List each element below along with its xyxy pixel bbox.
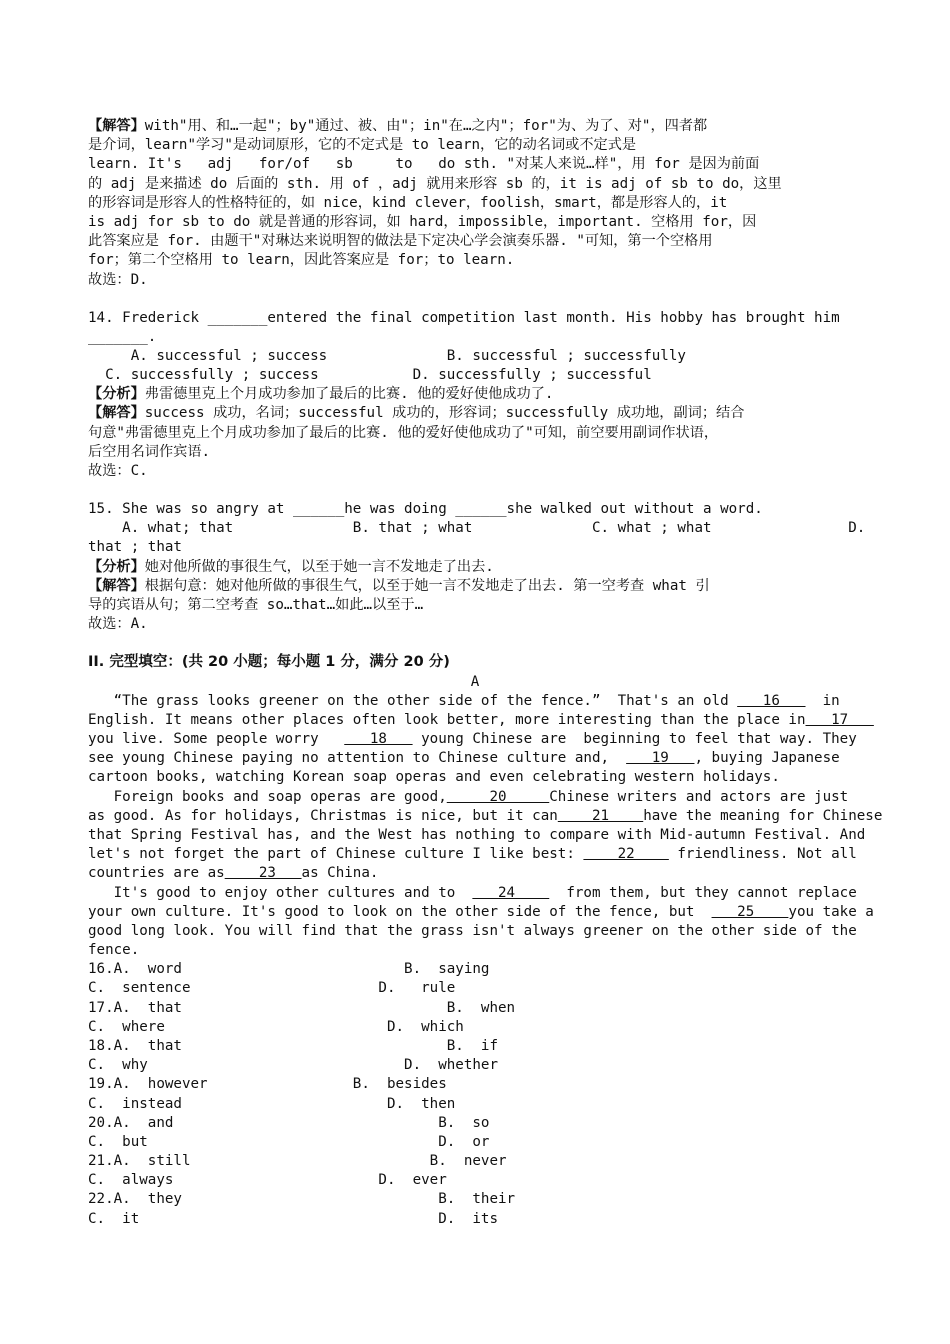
q13-solution-line-4: 的 adj 是来描述 do 后面的 sth. 用 of ，adj 就用来形容 sb 的，it is adj of sb to do，这里 <box>88 176 782 192</box>
option-line: C. it D. its <box>88 1211 498 1227</box>
passage-line: Foreign books and soap operas are good, 20 Chinese writers and actors are just <box>88 789 849 805</box>
passage-line: as good. As for holidays, Christmas is nice, but it can 21 have the meaning for Chinese <box>88 808 883 824</box>
option-line: C. instead D. then <box>88 1096 456 1112</box>
option-line: C. where D. which <box>88 1019 464 1035</box>
q15-solution-1: 【解答】根据句意：她对他所做的事很生气，以至于她一言不发地走了出去. 第一空考查 what 引 <box>88 578 710 594</box>
q15-option-d: that ; that <box>88 539 182 555</box>
blank-17: 17 <box>805 712 874 728</box>
option-line: 21.A. still B. never <box>88 1153 507 1169</box>
q13-solution-line-2: 是介词，learn"学习"是动词原形，它的不定式是 to learn，它的动名词或不定式是 <box>88 137 637 153</box>
q15-analysis: 【分析】她对他所做的事很生气，以至于她一言不发地走了出去. <box>88 559 494 575</box>
q15-options-abcd: A. what; that B. that ; what C. what ; what D. <box>88 520 866 536</box>
q13-solution-line-8: for；第二个空格用 to learn，因此答案应是 for；to learn. <box>88 252 515 268</box>
q14-solution-2: 句意"弗雷德里克上个月成功参加了最后的比赛. 他的爱好使他成功了"可知，前空要用副词作状语， <box>88 425 719 441</box>
solution-tag: 【解答】 <box>88 405 145 421</box>
passage-line: cartoon books, watching Korean soap operas and even celebrating western holidays. <box>88 769 780 785</box>
q13-solution-line-7: 此答案应是 for. 由题干"对琳达来说明智的做法是下定决心学会演奏乐器. "可知，第一个空格用 <box>88 233 713 249</box>
blank-21: 21 <box>557 808 644 824</box>
q13-answer: 故选：D. <box>88 272 148 288</box>
solution-tag: 【解答】 <box>88 118 145 134</box>
passage-line: “The grass looks greener on the other side of the fence.” That's an old 16 in <box>88 693 840 709</box>
section-heading: II. 完型填空：(共 20 小题；每小题 1 分，满分 20 分) <box>88 654 450 670</box>
passage-line: English. It means other places often look better, more interesting than the place in 17 <box>88 712 874 728</box>
option-line: 16.A. word B. saying <box>88 961 490 977</box>
blank-25: 25 <box>711 904 789 920</box>
option-line: C. sentence D. rule <box>88 980 456 996</box>
analysis-tag: 【分析】 <box>88 559 145 575</box>
q14-solution-1: 【解答】success 成功，名词；successful 成功的，形容词；successfully 成功地，副词；结合 <box>88 405 745 421</box>
option-line: 17.A. that B. when <box>88 1000 516 1016</box>
blank-18: 18 <box>344 731 413 747</box>
option-line: 20.A. and B. so <box>88 1115 490 1131</box>
option-line: C. but D. or <box>88 1134 490 1150</box>
blank-19: 19 <box>626 750 695 766</box>
q14-analysis: 【分析】弗雷德里克上个月成功参加了最后的比赛. 他的爱好使他成功了. <box>88 386 554 402</box>
blank-23: 23 <box>224 865 302 881</box>
passage-line: countries are as 23 as China. <box>88 865 379 881</box>
option-line: 19.A. however B. besides <box>88 1076 447 1092</box>
blank-20: 20 <box>446 789 550 805</box>
passage-line: It's good to enjoy other cultures and to 24 from them, but they cannot replace <box>88 885 857 901</box>
passage-line: you live. Some people worry 18 young Chinese are beginning to feel that way. They <box>88 731 857 747</box>
analysis-tag: 【分析】 <box>88 386 145 402</box>
option-line: 18.A. that B. if <box>88 1038 498 1054</box>
q14-options-ab: A. successful ; success B. successful ; successfully <box>88 348 686 364</box>
q14-stem-2: _______. <box>88 329 157 345</box>
q14-stem-1: 14. Frederick _______entered the final competition last month. His hobby has brought him <box>88 310 840 326</box>
q14-answer: 故选：C. <box>88 463 148 479</box>
q15-solution-2: 导的宾语从句；第二空考查 so…that…如此…以至于… <box>88 597 424 613</box>
blank-22: 22 <box>583 846 669 862</box>
passage-line: fence. <box>88 942 140 958</box>
q15-answer: 故选：A. <box>88 616 148 632</box>
blank-16: 16 <box>737 693 806 709</box>
option-line: 22.A. they B. their <box>88 1191 516 1207</box>
option-line: C. why D. whether <box>88 1057 498 1073</box>
passage-line: good long look. You will find that the grass isn't always greener on the other side of the <box>88 923 857 939</box>
q14-solution-3: 后空用名词作宾语. <box>88 444 211 460</box>
q13-solution-line-5: 的形容词是形容人的性格特征的，如 nice，kind clever，foolish，smart，都是形容人的，it <box>88 195 728 211</box>
q13-solution-line-3: learn. It's adj for/of sb to do sth. "对某人来说…样"，用 for 是因为前面 <box>88 156 760 172</box>
passage-line: let's not forget the part of Chinese culture I like best: 22 friendliness. Not all <box>88 846 857 862</box>
passage-line: that Spring Festival has, and the West has nothing to compare with Mid-autumn Festival. And <box>88 827 866 843</box>
passage-label: A <box>470 674 480 690</box>
passage-line: your own culture. It's good to look on the other side of the fence, but 25 you take a <box>88 904 874 920</box>
option-line: C. always D. ever <box>88 1172 447 1188</box>
passage-line: see young Chinese paying no attention to Chinese culture and, 19 , buying Japanese <box>88 750 840 766</box>
solution-tag: 【解答】 <box>88 578 145 594</box>
q15-stem: 15. She was so angry at ______he was doing ______she walked out without a word. <box>88 501 763 517</box>
q14-options-cd: C. successfully ; success D. successfully ; successful <box>88 367 652 383</box>
q13-solution-line-6: is adj for sb to do 就是普通的形容词，如 hard，impossible，important. 空格用 for，因 <box>88 214 757 230</box>
blank-24: 24 <box>472 885 550 901</box>
q13-solution-line-1: 【解答】with"用、和…一起"；by"通过、被、由"；in"在…之内"；for"为、为了、对"，四者都 <box>88 118 708 134</box>
